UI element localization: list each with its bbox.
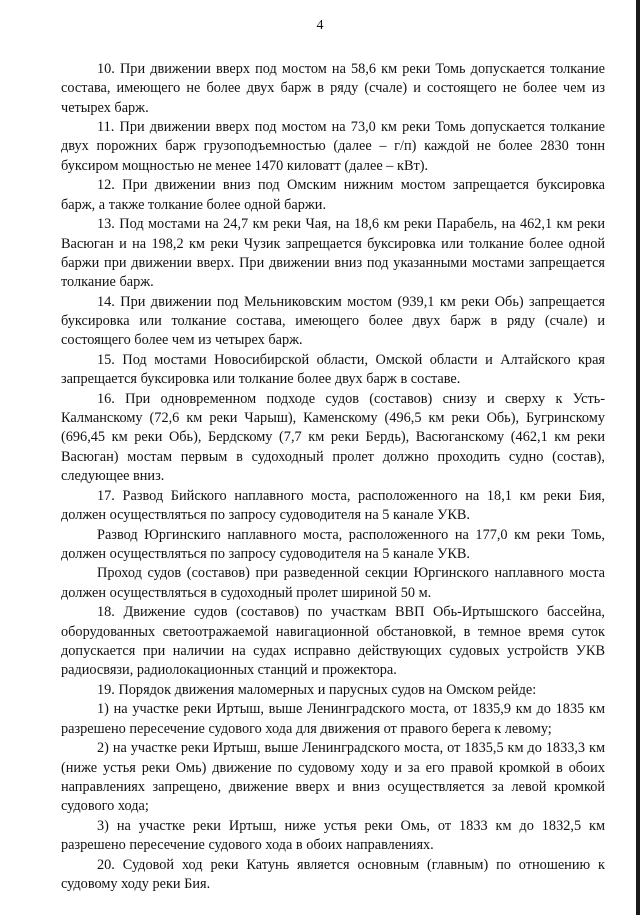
paragraph-17: 17. Развод Бийского наплавного моста, расположенного на 18,1 км реки Бия, должен осуществляться по запросу судоводителя на 5 канале УКВ. <box>61 487 605 523</box>
paragraph-10: 10. При движении вверх под мостом на 58,6 км реки Томь допускается толкание состава, имеющего не более двух барж в ряду (счале) и состоящего не более чем из четырех барж. <box>61 61 605 116</box>
paragraph-13: 13. Под мостами на 24,7 км реки Чая, на 18,6 км реки Парабель, на 462,1 км реки Васюган и на 198,2 км реки Чузик запрещается буксировка или толкание более одной баржи при движении вверх. При движении вниз под указанными мостами запрещается толкание барж. <box>61 216 605 291</box>
paragraph-17-passage: Проход судов (составов) при разведенной секции Юргинского наплавного моста должен осуществляться в судоходный пролет шириной 50 м. <box>61 565 605 601</box>
paragraph-19-item-3: 3) на участке реки Иртыш, ниже устья реки Омь, от 1833 км до 1832,5 км разрешено пересечение судового хода в обоих направлениях. <box>61 817 605 854</box>
paragraph-20: 20. Судовой ход реки Катунь является основным (главным) по отношению к судовому ходу реки Бия. <box>61 856 605 892</box>
document-body <box>61 60 605 895</box>
paragraph-12: 12. При движении вниз под Омским нижним мостом запрещается буксировка барж, а также толкание более одной баржи. <box>61 177 605 213</box>
paragraph-19-item-2: 2) на участке реки Иртыш, выше Ленинградского моста, от 1835,5 км до 1833,3 км (ниже устья реки Омь) движение по судовому ходу и за его правой кромкой в обоих направлениях запрещено, движение вверх и вниз осуществляется за левой кромкой судового хода; <box>61 740 605 815</box>
paragraph-15: 15. Под мостами Новосибирской области, Омской области и Алтайского края запрещается буксировка или толкание более двух барж в составе. <box>61 351 605 388</box>
paragraph-14: 14. При движении под Мельниковским мостом (939,1 км реки Обь) запрещается буксировка или толкание состава, имеющего более двух барж в ряду (счале) и состоящего более чем из четырех барж. <box>61 293 605 349</box>
scan-edge <box>636 0 640 915</box>
page-number: 4 <box>316 18 324 33</box>
paragraph-16: 16. При одновременном подходе судов (составов) снизу и сверху к Усть-Калманскому (72,6 км реки Чарыш), Каменскому (496,5 км реки Обь), Бугринскому (696,45 км реки Обь), Бердскому (7,7 км реки Бердь), Васюганскому (462,1 км реки Васюган) мостам первым в судоходный пролет должно проходить судно (состав), следующее вниз. <box>61 390 605 485</box>
paragraph-19: 19. Порядок движения маломерных и парусных судов на Омском рейде: <box>97 681 537 698</box>
paragraph-11: 11. При движении вверх под мостом на 73,0 км реки Томь допускается толкание двух порожних барж грузоподъемностью (далее – г/п) каждой не более 2830 тонн буксиром мощностью не менее 1470 киловатт (далее – кВт). <box>61 119 605 174</box>
paragraph-17-yurga-bridge: Развод Юргинскиго наплавного моста, расположенного на 177,0 км реки Томь, должен осуществляться по запросу судоводителя на 5 канале УКВ. <box>61 526 605 562</box>
paragraph-18: 18. Движение судов (составов) по участкам ВВП Обь-Иртышского бассейна, оборудованных светоотражаемой навигационной обстановкой, в темное время суток допускается при наличии на судах исправно действующих судовых устройств УКВ радиосвязи, радиолокационных станций и прожектора. <box>61 604 605 679</box>
paragraph-19-item-1: 1) на участке реки Иртыш, выше Ленинградского моста, от 1835,9 км до 1835 км разрешено пересечение судового хода для движения от правого берега к левому; <box>61 701 605 737</box>
